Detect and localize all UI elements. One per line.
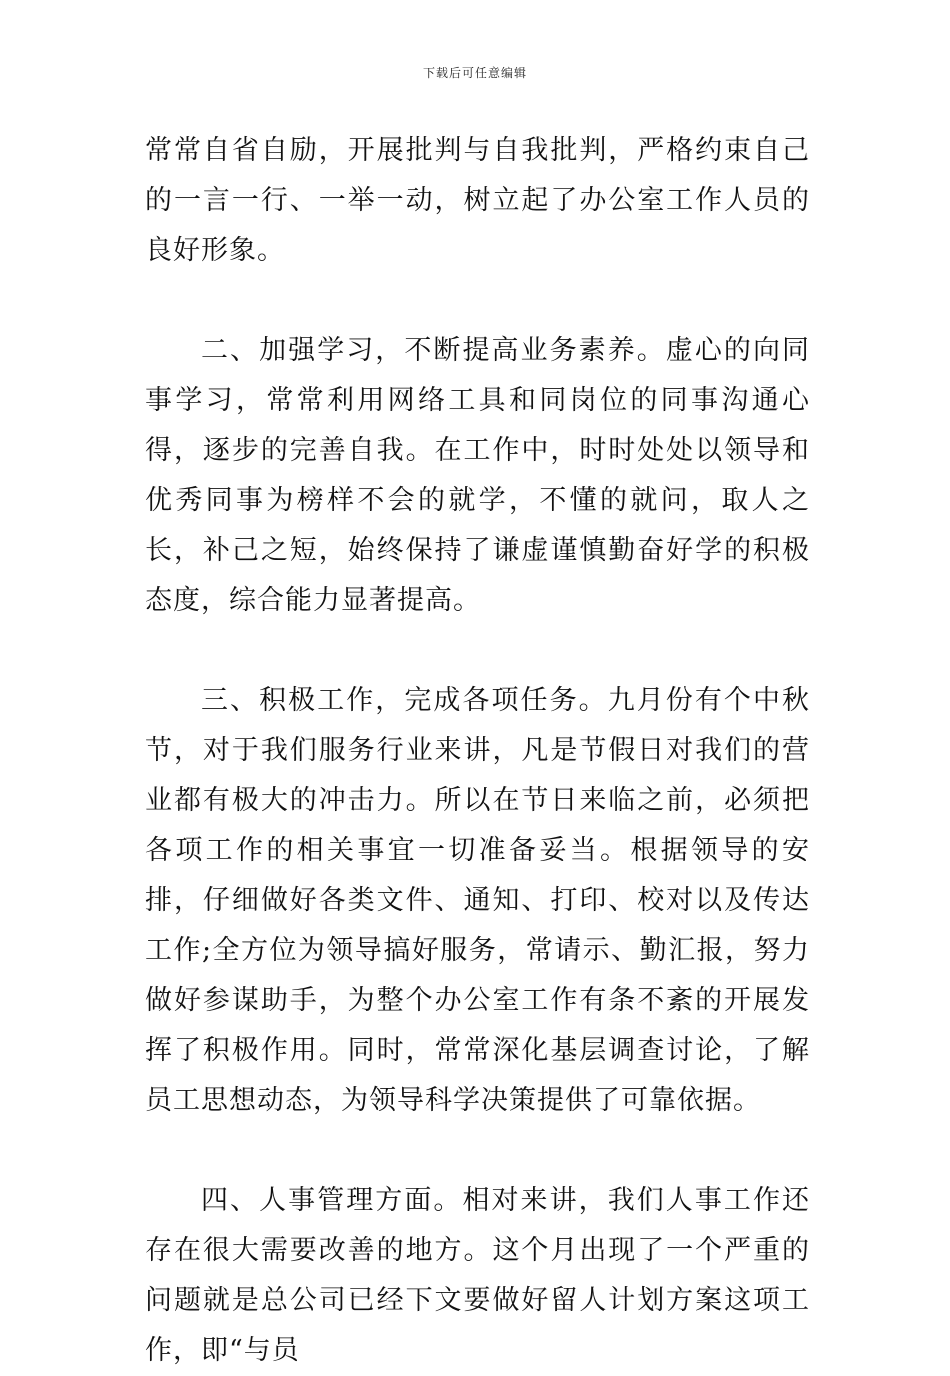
header-note: 下载后可任意编辑 xyxy=(422,66,527,80)
paragraph-study: 二、加强学习，不断提高业务素养。虚心的向同事学习，常常利用网络工具和同岗位的同事沟通心得，逐步的完善自我。在工作中，时时处处以领导和优秀同事为榜样不会的就学，不懂的就问，取人之长，补己之短，始终保持了谦虚谨慎勤奋好学的积极态度，综合能力显著提高。 xyxy=(145,335,810,616)
document-body xyxy=(145,126,810,1376)
paragraph-work-tasks: 三、积极工作，完成各项任务。九月份有个中秋节，对于我们服务行业来讲，凡是节假日对我们的营业都有极大的冲击力。所以在节日来临之前，必须把各项工作的相关事宜一切准备妥当。根据领导的安排，仔细做好各类文件、通知、打印、校对以及传达工作;全方位为领导搞好服务，常请示、勤汇报，努力做好参谋助手，为整个办公室工作有条不紊的开展发挥了积极作用。同时，常常深化基层调查讨论，了解员工思想动态，为领导科学决策提供了可靠依据。 xyxy=(145,685,810,1116)
paragraph-continuation: 常常自省自励，开展批判与自我批判，严格约束自己的一言一行、一举一动，树立起了办公室工作人员的良好形象。 xyxy=(145,135,810,266)
paragraph-personnel: 四、人事管理方面。相对来讲，我们人事工作还存在很大需要改善的地方。这个月出现了一个严重的问题就是总公司已经下文要做好留人计划方案这项工作，即“与员 xyxy=(145,1185,810,1366)
